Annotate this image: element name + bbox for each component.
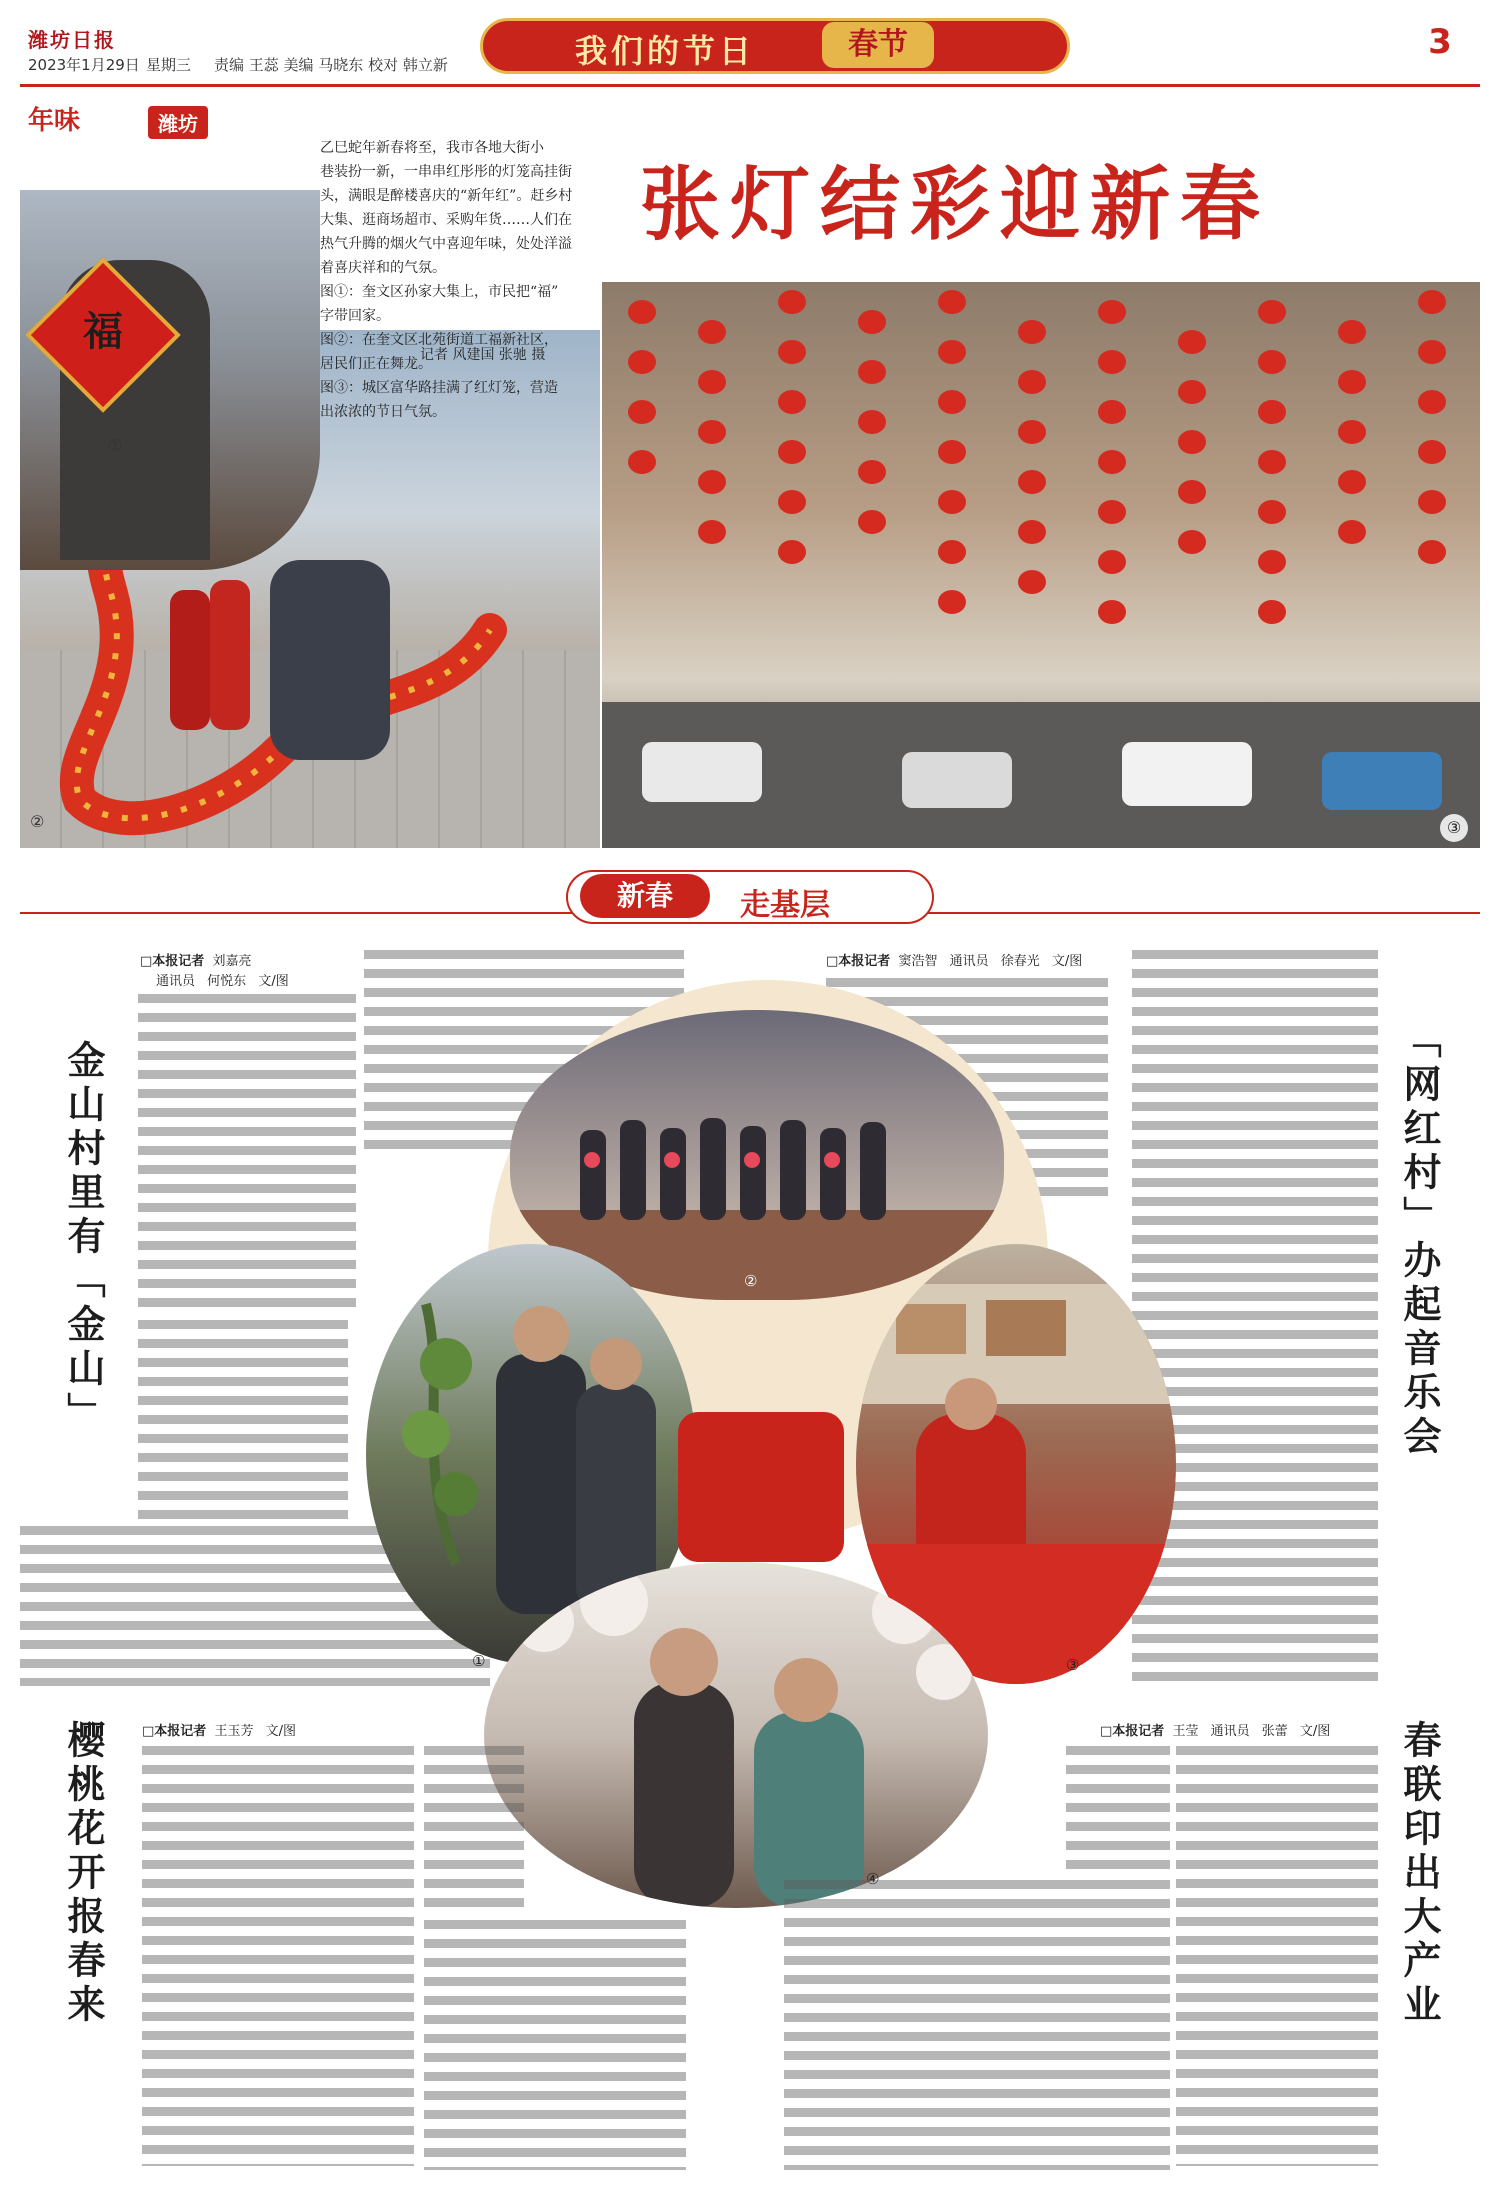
photo-number: ① [108,436,123,455]
photo-caption-box [678,1412,844,1562]
byline-name: 窦浩智 [898,954,938,969]
intro-line: 图①：奎文区孙家大集上，市民把“福” [320,284,559,300]
story-title: 樱桃花开报春来 [61,1720,106,2028]
photo-number: ③ [1440,814,1468,842]
fu-character: 福 [83,309,123,355]
byline-name: 张蕾 [1261,1724,1288,1739]
intro-line: 巷装扮一新，一串串红彤彤的灯笼高挂街 [320,164,572,180]
cherry-illustration [484,1562,988,1908]
photo-fu-character [20,190,320,570]
byline-tag: □本报记者 [1100,1724,1165,1739]
story-title: 「网红村」办起音乐会 [1397,1020,1442,1460]
lantern-street-illustration [602,282,1480,848]
byline [156,970,289,989]
newspaper-name: 潍坊日报 [28,28,116,52]
festival-mark: 春节 [822,22,934,68]
issue-weekday: 星期三 [146,56,192,74]
page-headline: 张灯结彩迎新春 [640,157,1270,251]
byline [140,950,251,969]
column-badge-side: 潍坊 [148,106,208,139]
photo-red-lanterns [602,282,1480,848]
photo-credit: 记者 风建国 张驰 摄 [420,347,546,363]
intro-line: 乙巳蛇年新春将至，我市各地大街小 [320,140,544,156]
section-title: 我们的节日 [574,32,755,70]
byline-name: 王玉芳 [214,1724,254,1739]
byline-note: 文/图 [258,974,289,989]
byline-note: 文/图 [1051,954,1083,969]
section-banner-left: 新春 [580,874,710,918]
intro-line: 热气升腾的烟火气中喜迎年味，处处洋溢 [320,236,572,252]
byline [826,950,1082,969]
byline-name: 刘嘉亮 [212,954,252,969]
byline-tag: □本报记者 [140,954,205,969]
body-text [1066,1746,1170,1876]
intro-line: 着喜庆祥和的气氛。 [320,260,446,276]
issue-date: 2023年1月29日 [28,56,140,74]
byline-role: 通讯员 [1210,1724,1250,1739]
intro-line: 图③：城区富华路挂满了红灯笼，营造 [320,380,558,396]
byline [1100,1720,1330,1739]
body-text [784,1880,1170,2170]
photo-cherry-blossom [484,1562,988,1908]
feature-intro [320,136,618,424]
body-text [142,1746,414,2166]
intro-line: 头，满眼是醉楼喜庆的“新年红”。赶乡村 [320,188,573,204]
body-text [1176,1746,1378,2166]
byline-note: 文/图 [1299,1724,1331,1739]
photo-number: ① [472,1652,486,1670]
photo-number: ② [30,812,45,831]
intro-line: 居民们正在舞龙。 [320,356,432,372]
byline-tag: □本报记者 [142,1724,207,1739]
intro-line: 图②：在奎文区北苑街道工福新社区， [320,332,558,348]
byline-tag: □本报记者 [826,954,891,969]
masthead-rule [20,84,1480,87]
story-title: 春联印出大产业 [1397,1720,1442,2028]
byline-role: 通讯员 [156,974,196,989]
byline [142,1720,296,1739]
intro-line: 出浓浓的节日气氛。 [320,404,446,420]
byline-role: 通讯员 [949,954,989,969]
editorial-staff: 责编 王蕊 美编 马晓东 校对 韩立新 [214,56,448,74]
byline-note: 文/图 [265,1724,296,1739]
intro-line: 大集、逛商场超市、采购年货……人们在 [320,212,572,228]
story-title: 金山村里有「金山」 [61,1040,106,1436]
photo-number: ② [744,1272,758,1290]
byline-name: 徐春光 [1000,954,1040,969]
photo-number: ③ [1066,1656,1080,1674]
page-number: 3 [1428,22,1452,62]
body-text [138,1320,348,1520]
section-banner-right: 走基层 [740,888,830,923]
photo-number: ④ [866,1870,880,1888]
column-badge-main: 年味 [28,106,81,136]
body-text [424,1746,524,1916]
byline-name: 何悦东 [207,974,247,989]
intro-line: 字带回家。 [320,308,390,324]
body-text [138,994,356,1314]
byline-name: 王莹 [1172,1724,1199,1739]
body-text [424,1920,686,2170]
